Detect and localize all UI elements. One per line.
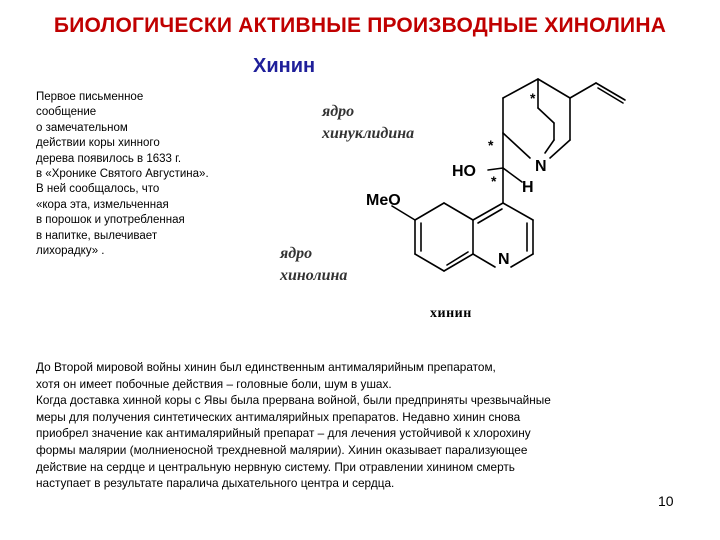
body-line: действие на сердце и центральную нервную систему. При отравлении хинином смерть xyxy=(36,459,515,474)
slide-subtitle: Хинин xyxy=(253,55,316,77)
bond xyxy=(596,83,625,100)
quinuclidine-nitrogen-label: N xyxy=(535,158,547,175)
intro-line: Первое письменное xyxy=(36,91,144,103)
quinoline-label-line1: ядро xyxy=(280,245,313,262)
hydrogen-label: H xyxy=(522,179,534,196)
body-paragraph xyxy=(36,359,696,492)
intro-line: в напитке, вылечивает xyxy=(36,229,158,242)
slide-title: БИОЛОГИЧЕСКИ АКТИВНЫЕ ПРОИЗВОДНЫЕ ХИНОЛИНА xyxy=(53,14,667,37)
body-line: Когда доставка хинной коры с Явы была прервана войной, были предприняты чрезвычайные xyxy=(36,393,551,408)
quinoline-nitrogen-label: N xyxy=(498,251,510,268)
intro-line: в «Хронике Святого Августина». xyxy=(36,168,209,181)
bond xyxy=(415,203,444,220)
bond xyxy=(503,203,533,220)
intro-paragraph xyxy=(36,90,271,259)
quinine-structure-diagram xyxy=(270,78,650,328)
bond xyxy=(503,168,522,182)
body-line: формы малярии (молниеносной трехдневной малярии). Хинин оказывает парализующее xyxy=(36,442,528,457)
quinuclidine-label-line1: ядро xyxy=(322,103,355,120)
quinoline-label-line2: хинолина xyxy=(280,267,348,284)
bond xyxy=(473,254,495,267)
structure-caption: хинин xyxy=(430,306,472,321)
bond xyxy=(444,203,473,220)
page-number: 10 xyxy=(658,493,674,509)
body-line: хотя он имеет побочные действия – головные боли, шум в ушах. xyxy=(36,376,392,391)
intro-line: в порошок и употребленная xyxy=(36,214,185,227)
bond xyxy=(444,254,473,271)
methoxy-label: MeO xyxy=(366,192,401,209)
intro-line: дерева появилось в 1633 г. xyxy=(36,152,182,165)
stereo-mark: * xyxy=(488,137,494,153)
bond xyxy=(415,254,444,271)
bond xyxy=(503,133,530,158)
body-line: наступает в результате паралича дыхательного центра и сердца. xyxy=(36,476,395,491)
bond xyxy=(488,168,503,170)
stereo-mark: * xyxy=(491,173,497,189)
bond xyxy=(570,83,596,98)
bond xyxy=(545,140,554,153)
stereo-mark: * xyxy=(530,90,536,106)
bond xyxy=(598,88,623,103)
quinuclidine-label-line2: хинуклидина xyxy=(322,125,415,142)
intro-line: «кора эта, измельченная xyxy=(36,198,169,211)
intro-line: В ней сообщалось, что xyxy=(36,183,160,196)
body-line: меры для получения синтетических антималярийных препаратов. Недавно хинин снова xyxy=(36,409,521,424)
bond xyxy=(511,254,533,267)
bond xyxy=(538,108,554,123)
body-line: приобрел значение как антималярийный препарат – для лечения устойчивой к хлорохину xyxy=(36,426,531,441)
intro-line: сообщение xyxy=(36,106,97,119)
hydroxyl-label: HO xyxy=(452,163,476,180)
body-line: До Второй мировой войны хинин был единственным антималярийным препаратом, xyxy=(36,360,496,374)
intro-line: действии коры хинного xyxy=(36,137,160,150)
intro-line: лихорадку» . xyxy=(36,245,105,258)
bond xyxy=(538,79,570,98)
intro-line: о замечательном xyxy=(36,121,128,134)
